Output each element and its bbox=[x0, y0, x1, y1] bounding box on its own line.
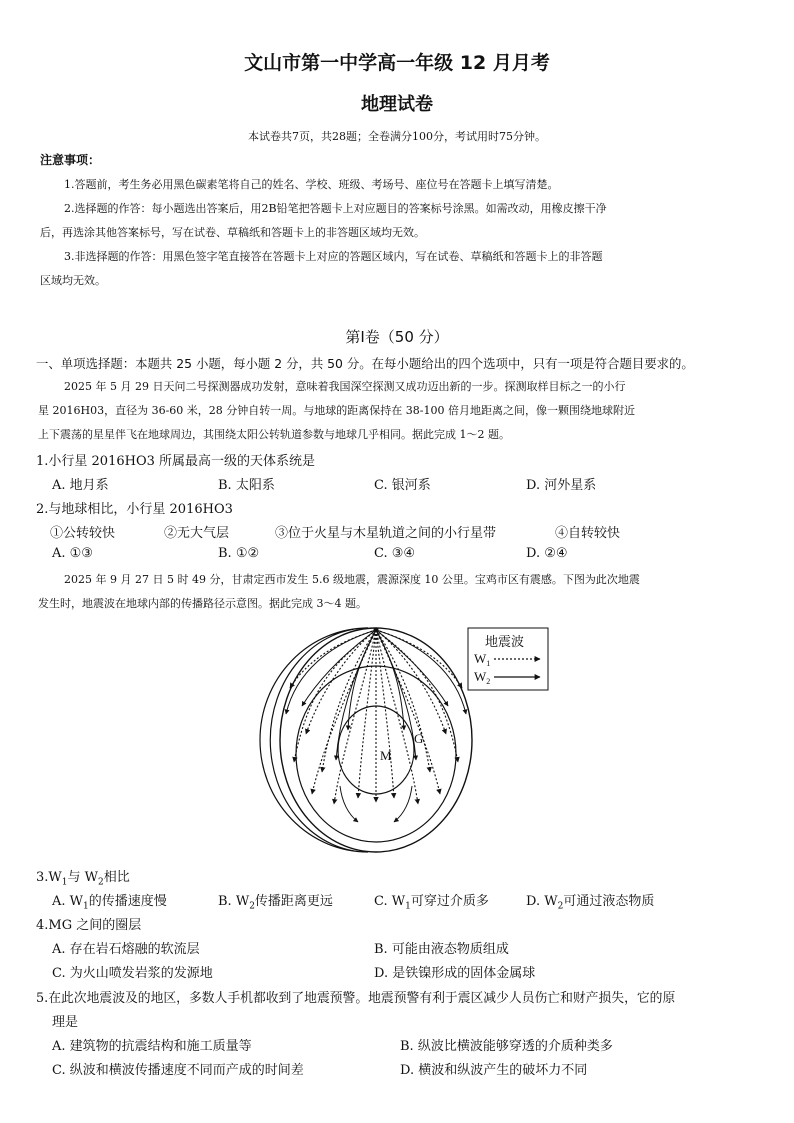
legend-title: 地震波 bbox=[485, 635, 525, 650]
q5-stem-line-1: 5.在此次地震波及的地区，多数人手机都收到了地震预警。地震预警有利于震区减少人员伤亡和财产损失，它的原 bbox=[36, 991, 676, 1006]
q2-option-d: D. ②④ bbox=[526, 546, 568, 561]
q3-option-d: D. $W_2$可通过液态物质 bbox=[526, 894, 655, 912]
q1-option-a: A. 地月系 bbox=[52, 478, 109, 493]
epicenter bbox=[374, 628, 379, 633]
q1-option-d: D. 河外星系 bbox=[526, 478, 597, 493]
q2-stem: 2.与地球相比，小行星 2016HO3 bbox=[36, 502, 233, 517]
w2-ray bbox=[340, 786, 358, 822]
q5-stem-line-2: 理是 bbox=[52, 1015, 79, 1030]
q3-option-a: A. $W_1$的传播速度慢 bbox=[52, 894, 167, 912]
q2-statement-2: ②无大气层 bbox=[164, 526, 230, 541]
seismic-wave-diagram bbox=[250, 622, 550, 854]
notice-item-3-line-2: 区域均无效。 bbox=[40, 274, 106, 287]
q2-option-c: C. ③④ bbox=[374, 546, 416, 561]
label-m: M bbox=[380, 748, 392, 763]
label-g: G bbox=[414, 731, 424, 746]
q2-statement-3: ③位于火星与木星轨道之间的小行星带 bbox=[275, 526, 497, 541]
crescent-shadow bbox=[260, 628, 368, 852]
q1-stem: 1.小行星 2016HO3 所属最高一级的天体系统是 bbox=[36, 454, 316, 469]
notice-item-1: 1.答题前，考生务必用黑色碳素笔将自己的姓名、学校、班级、考场号、座位号在答题卡上填写清楚。 bbox=[64, 178, 559, 191]
passage-2-line-2: 发生时，地震波在地球内部的传播路径示意图。据此完成 3～4 题。 bbox=[38, 597, 367, 610]
q4-option-a: A. 存在岩石熔融的软流层 bbox=[52, 942, 200, 957]
q3-option-c: C. $W_1$可穿过介质多 bbox=[374, 894, 489, 912]
exam-info: 本试卷共7页，共28题；全卷满分100分，考试用时75分钟。 bbox=[248, 130, 546, 143]
w2-ray bbox=[394, 786, 412, 822]
w1-ray bbox=[334, 630, 376, 804]
notice-item-2-line-2: 后，再选涂其他答案标号，写在试卷、草稿纸和答题卡上的非答题区域均无效。 bbox=[40, 226, 425, 239]
q3-option-b: B. $W_2$传播距离更远 bbox=[218, 894, 333, 912]
q2-option-a: A. ①③ bbox=[52, 546, 93, 561]
q4-option-d: D. 是铁镍形成的固体金属球 bbox=[374, 966, 536, 981]
q3-stem: $3.W_1$与 $W_2$相比 bbox=[36, 870, 130, 888]
q4-option-c: C. 为火山喷发岩浆的发源地 bbox=[52, 966, 213, 981]
notice-item-3-line-1: 3.非选择题的作答：用黑色签字笔直接答在答题卡上对应的答题区域内，写在试卷、草稿纸和答题卡上的非答题 bbox=[64, 250, 603, 263]
legend-w1: $W_1$ bbox=[474, 651, 491, 668]
q4-stem: 4.MG 之间的圈层 bbox=[36, 918, 142, 933]
passage-1-line-3: 上下震荡的星星伴飞在地球周边，其围绕太阳公转轨道参数与地球几乎相同。据此完成 1～2 题。 bbox=[38, 428, 510, 441]
exam-subtitle: 地理试卷 bbox=[361, 94, 433, 115]
section-instruction: 一、单项选择题：本题共 25 小题，每小题 2 分，共 50 分。在每小题给出的四个选项中，只有一项是符合题目要求的。 bbox=[36, 356, 694, 371]
q2-option-b: B. ①② bbox=[218, 546, 260, 561]
passage-1-line-1: 2025 年 5 月 29 日天问二号探测器成功发射，意味着我国深空探测又成功迈出新的一步。探测取样目标之一的小行 bbox=[64, 380, 626, 393]
w2-ray bbox=[302, 630, 376, 706]
q4-option-b: B. 可能由液态物质组成 bbox=[374, 942, 509, 957]
q2-statement-4: ④自转较快 bbox=[555, 526, 621, 541]
legend-w2: $W_2$ bbox=[474, 669, 491, 686]
notice-item-2-line-1: 2.选择题的作答：每小题选出答案后，用2B铅笔把答题卡上对应题目的答案标号涂黑。如需改动，用橡皮擦干净 bbox=[64, 202, 607, 215]
q5-option-d: D. 横波和纵波产生的破坏力不同 bbox=[400, 1063, 588, 1078]
passage-1-line-2: 星 2016H03，直径为 36-60 米，28 分钟自转一周。与地球的距离保持在 38-100 倍月地距离之间，像一颗围绕地球附近 bbox=[38, 404, 635, 417]
exam-title: 文山市第一中学高一年级 12 月月考 bbox=[244, 52, 550, 74]
q2-statement-1: ①公转较快 bbox=[50, 526, 116, 541]
q5-option-b: B. 纵波比横波能够穿透的介质种类多 bbox=[400, 1039, 613, 1054]
passage-2-line-1: 2025 年 9 月 27 日 5 时 49 分，甘肃定西市发生 5.6 级地震，震源深度 10 公里。宝鸡市区有震感。下图为此次地震 bbox=[64, 573, 640, 586]
q5-option-c: C. 纵波和横波传播速度不同而产成的时间差 bbox=[52, 1063, 304, 1078]
q1-option-b: B. 太阳系 bbox=[218, 478, 275, 493]
w1-ray bbox=[376, 630, 418, 804]
q1-option-c: C. 银河系 bbox=[374, 478, 431, 493]
notice-heading: 注意事项： bbox=[40, 153, 101, 167]
section-title: 第Ⅰ卷（50 分） bbox=[345, 328, 449, 346]
q5-option-a: A. 建筑物的抗震结构和施工质量等 bbox=[52, 1039, 252, 1054]
